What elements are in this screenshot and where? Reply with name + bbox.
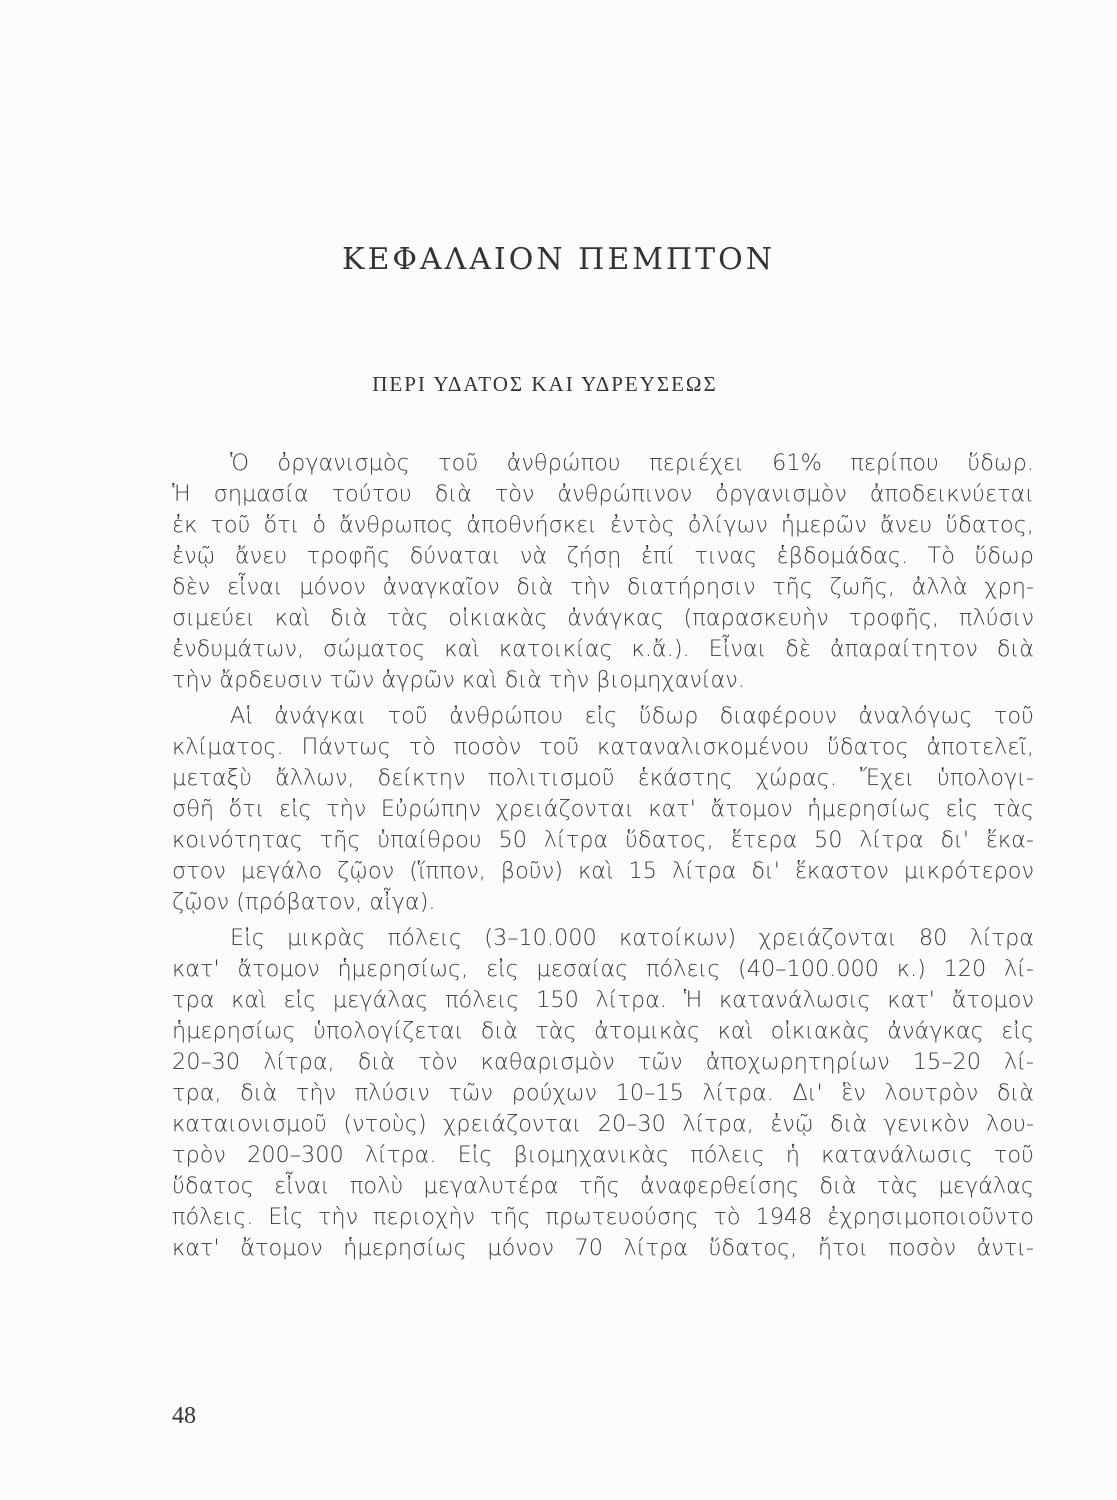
text-line: τρα καὶ εἰς μεγάλας πόλεις 150 λίτρα. Ἡ κατανάλωσις κατ' ἄτομον: [172, 987, 1034, 1013]
text-line: ζῷον (πρόβατον, αἶγα).: [172, 889, 436, 915]
text-line: ἡμερησίως ὑπολογίζεται διὰ τὰς ἀτομικὰς καὶ οἰκιακὰς ἀνάγκας εἰς: [172, 1018, 1034, 1044]
text-line: σθῆ ὅτι εἰς τὴν Εὐρώπην χρειάζονται κατ' ἄτομον ἡμερησίως εἰς τὰς: [172, 796, 1034, 822]
text-line: Ὁ ὀργανισμὸς τοῦ ἀνθρώπου περιέχει 61% περίπου ὕδωρ.: [230, 450, 1034, 476]
section-title: ΠΕΡΙ ΥΔΑΤΟΣ ΚΑΙ ΥΔΡΕΥΣΕΩΣ: [372, 372, 718, 396]
text-line: κατ' ἄτομον ἡμερησίως μόνον 70 λίτρα ὕδατος, ἤτοι ποσὸν ἀντι-: [172, 1235, 1034, 1261]
paragraph-2: [172, 701, 1034, 918]
text-line: κοινότητας τῆς ὑπαίθρου 50 λίτρα ὕδατος, ἕτερα 50 λίτρα δι' ἕκα-: [172, 827, 1034, 853]
text-line: τρὸν 200–300 λίτρα. Εἰς βιομηχανικὰς πόλεις ἡ κατανάλωσις τοῦ: [172, 1142, 1034, 1168]
text-line: ἐνδυμάτων, σώματος καὶ κατοικίας κ.ἄ.). Εἶναι δὲ ἀπαραίτητον διὰ: [172, 636, 1034, 662]
text-line: ἐνῷ ἄνευ τροφῆς δύναται νὰ ζήσῃ ἐπί τινας ἑβδομάδας. Τὸ ὕδωρ: [172, 543, 1034, 569]
chapter-title: ΚΕΦΑΛΑΙΟΝ ΠΕΜΠΤΟΝ: [342, 242, 775, 277]
text-line: στον μεγάλο ζῷον (ἵππον, βοῦν) καὶ 15 λίτρα δι' ἕκαστον μικρότερον: [172, 858, 1034, 884]
text-line: δὲν εἶναι μόνον ἀναγκαῖον διὰ τὴν διατήρησιν τῆς ζωῆς, ἀλλὰ χρη-: [172, 574, 1034, 600]
text-line: πόλεις. Εἰς τὴν περιοχὴν τῆς πρωτευούσης τὸ 1948 ἐχρησιμοποιοῦντο: [172, 1204, 1034, 1230]
page-number: 48: [172, 1403, 196, 1429]
body-text: [172, 448, 1034, 1264]
text-line: καταιονισμοῦ (ντοὺς) χρειάζονται 20–30 λίτρα, ἐνῷ διὰ γενικὸν λου-: [172, 1111, 1034, 1137]
text-line: Ἡ σημασία τούτου διὰ τὸν ἀνθρώπινον ὀργανισμὸν ἀποδεικνύεται: [172, 481, 1034, 507]
text-line: μεταξὺ ἄλλων, δείκτην πολιτισμοῦ ἑκάστης χώρας. Ἔχει ὑπολογι-: [172, 765, 1034, 791]
text-line: Εἰς μικρὰς πόλεις (3–10.000 κατοίκων) χρειάζονται 80 λίτρα: [230, 925, 1034, 951]
text-line: κατ' ἄτομον ἡμερησίως, εἰς μεσαίας πόλεις (40–100.000 κ.) 120 λί-: [172, 956, 1034, 982]
text-line: Αἱ ἀνάγκαι τοῦ ἀνθρώπου εἰς ὕδωρ διαφέρουν ἀναλόγως τοῦ: [230, 703, 1034, 729]
text-line: τὴν ἄρδευσιν τῶν ἀγρῶν καὶ διὰ τὴν βιομηχανίαν.: [172, 667, 745, 693]
paragraph-1: [172, 448, 1034, 696]
text-line: σιμεύει καὶ διὰ τὰς οἰκιακὰς ἀνάγκας (παρασκευὴν τροφῆς, πλύσιν: [172, 605, 1034, 631]
text-line: ὕδατος εἶναι πολὺ μεγαλυτέρα τῆς ἀναφερθείσης διὰ τὰς μεγάλας: [172, 1173, 1034, 1199]
text-line: 20–30 λίτρα, διὰ τὸν καθαρισμὸν τῶν ἀποχωρητηρίων 15–20 λί-: [172, 1049, 1034, 1075]
paragraph-3: [172, 923, 1034, 1264]
text-line: κλίματος. Πάντως τὸ ποσὸν τοῦ καταναλισκομένου ὕδατος ἀποτελεῖ,: [172, 734, 1034, 760]
text-line: τρα, διὰ τὴν πλύσιν τῶν ρούχων 10–15 λίτρα. Δι' ἓν λουτρὸν διὰ: [172, 1080, 1034, 1106]
text-line: ἐκ τοῦ ὅτι ὁ ἄνθρωπος ἀποθνήσκει ἐντὸς ὀλίγων ἡμερῶν ἄνευ ὕδατος,: [172, 512, 1034, 538]
